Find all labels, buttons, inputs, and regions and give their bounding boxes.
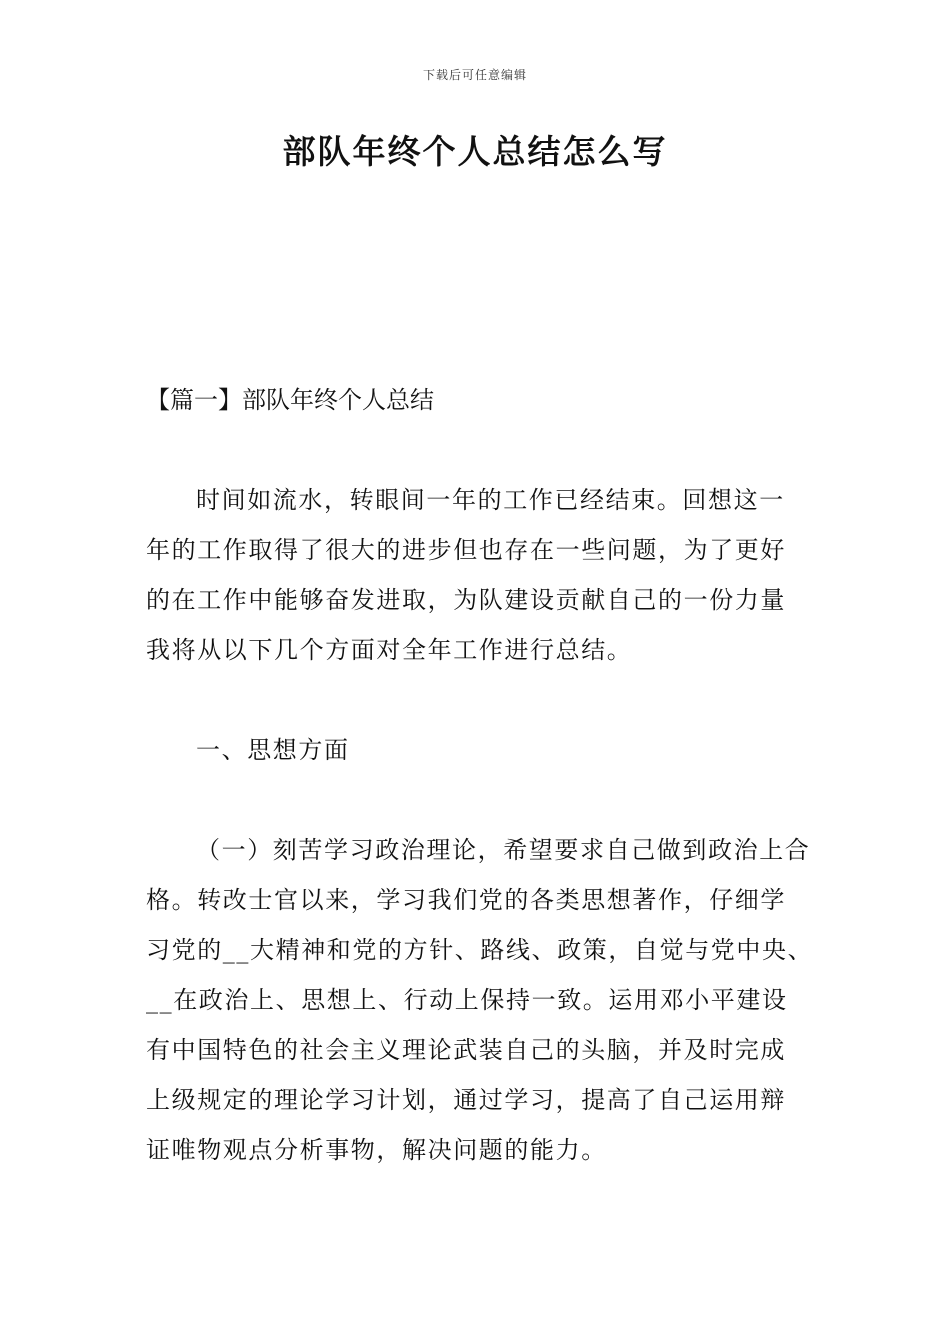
paragraph-1-line-3: 的在工作中能够奋发进取，为队建设贡献自己的一份力量 xyxy=(146,586,786,614)
paragraph-2-line-7: 证唯物观点分析事物，解决问题的能力。 xyxy=(146,1136,607,1164)
paragraph-1-line-1: 时间如流水，转眼间一年的工作已经结束。回想这一 xyxy=(196,486,785,514)
paragraph-2-line-5: 有中国特色的社会主义理论武装自己的头脑，并及时完成 xyxy=(146,1036,786,1064)
paragraph-1-line-2: 年的工作取得了很大的进步但也存在一些问题，为了更好 xyxy=(146,536,786,564)
section-heading: 【篇一】部队年终个人总结 xyxy=(146,386,434,414)
paragraph-2-line-3: 习党的__大精神和党的方针、路线、政策，自觉与党中央、 xyxy=(146,936,814,964)
paragraph-2-line-1: （一）刻苦学习政治理论，希望要求自己做到政治上合 xyxy=(196,836,811,864)
subheading-ideology: 一、思想方面 xyxy=(196,736,350,764)
header-note: 下载后可任意编辑 xyxy=(422,68,527,82)
paragraph-2-line-4: __在政治上、思想上、行动上保持一致。运用邓小平建设 xyxy=(146,986,788,1014)
paragraph-2-line-6: 上级规定的理论学习计划，通过学习，提高了自己运用辩 xyxy=(146,1086,786,1114)
paragraph-1-line-4: 我将从以下几个方面对全年工作进行总结。 xyxy=(146,636,633,664)
document-title: 部队年终个人总结怎么写 xyxy=(282,132,668,171)
paragraph-2-line-2: 格。转改士官以来，学习我们党的各类思想著作，仔细学 xyxy=(146,886,786,914)
